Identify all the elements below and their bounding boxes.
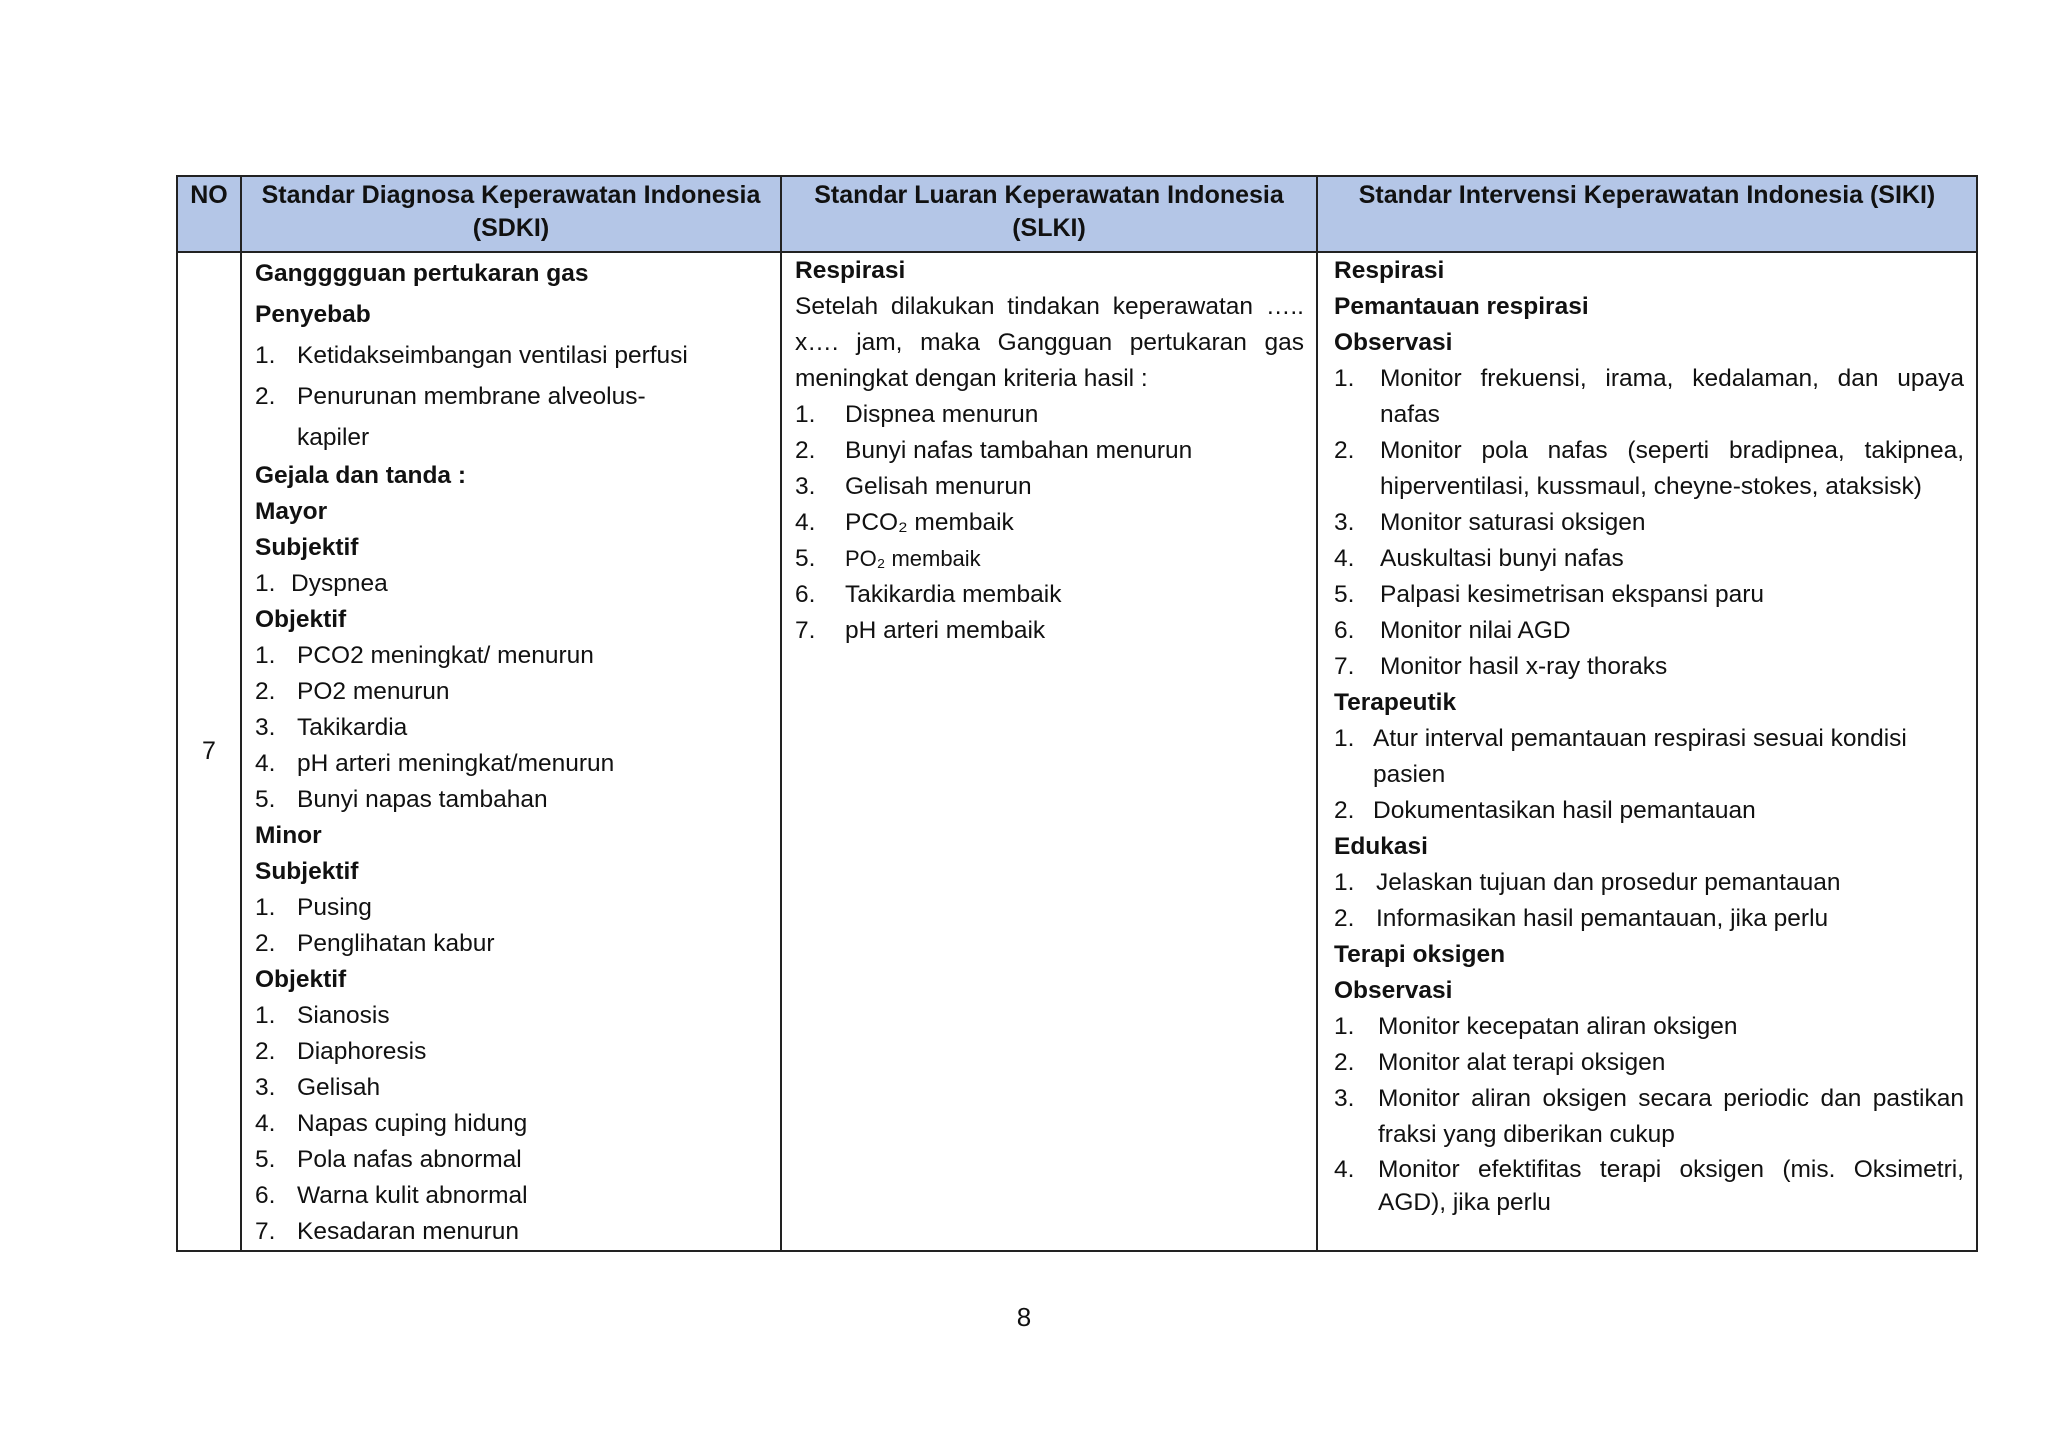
- list-item: 3. Monitor aliran oksigen secara periodic dan pastikan fraksi yang diberikan cukup: [1334, 1085, 1964, 1148]
- siki-pemantauan-label: Pemantauan respirasi: [1334, 293, 1589, 320]
- list-item: 5. Bunyi napas tambahan: [255, 786, 548, 813]
- siki-terapi-observasi-label: Observasi: [1334, 977, 1453, 1004]
- list-item: 4. PCO₂ membaik: [795, 509, 1014, 536]
- list-item: 2. PO2 menurun: [255, 678, 450, 705]
- header-siki: Standar Intervensi Keperawatan Indonesia (SIKI): [1317, 176, 1977, 252]
- list-item: 2. Diaphoresis: [255, 1038, 427, 1065]
- list-item: 3. Takikardia: [255, 714, 408, 741]
- row-number: 7: [177, 252, 241, 1251]
- nursing-standards-table: [176, 175, 1978, 1252]
- list-item: 5. Palpasi kesimetrisan ekspansi paru: [1334, 581, 1765, 608]
- list-item: 1. Monitor frekuensi, irama, kedalaman, dan upaya nafas: [1334, 365, 1964, 428]
- list-item: 3. Monitor saturasi oksigen: [1334, 509, 1646, 536]
- siki-title: Respirasi: [1334, 257, 1445, 284]
- list-item: 3. Gelisah menurun: [795, 473, 1032, 500]
- slki-cell: [781, 252, 1317, 1251]
- sdki-cell: [241, 252, 781, 1251]
- header-slki: Standar Luaran Keperawatan Indonesia (SLKI): [781, 176, 1317, 252]
- sdki-gejala-label: Gejala dan tanda :: [255, 462, 467, 489]
- siki-edukasi-label: Edukasi: [1334, 833, 1428, 860]
- header-no: NO: [177, 176, 241, 252]
- slki-intro: Setelah dilakukan tindakan keperawatan ….. x…. jam, maka Gangguan pertukaran gas meningkat dengan kriteria hasil :: [795, 293, 1304, 392]
- list-item: 4. Auskultasi bunyi nafas: [1334, 545, 1624, 572]
- list-item: 1. PCO2 meningkat/ menurun: [255, 642, 594, 669]
- list-item: 7. Monitor hasil x-ray thoraks: [1334, 653, 1668, 680]
- list-item: 1. Monitor kecepatan aliran oksigen: [1334, 1013, 1738, 1040]
- siki-cell: [1317, 252, 1977, 1251]
- list-item: 6. Warna kulit abnormal: [255, 1182, 528, 1209]
- list-item: 2. Monitor alat terapi oksigen: [1334, 1049, 1666, 1076]
- list-item: 1. Atur interval pemantauan respirasi sesuai kondisi pasien: [1334, 725, 1907, 788]
- list-item: 5. Pola nafas abnormal: [255, 1146, 522, 1173]
- list-item: 1. Ketidakseimbangan ventilasi perfusi: [255, 342, 688, 369]
- list-item: 1. Sianosis: [255, 1002, 390, 1029]
- sdki-minor-objektif-label: Objektif: [255, 966, 347, 993]
- list-item: 4. pH arteri meningkat/menurun: [255, 750, 615, 777]
- sdki-mayor-label: Mayor: [255, 498, 328, 525]
- sdki-minor-subjektif-label: Subjektif: [255, 858, 359, 885]
- siki-terapi-label: Terapi oksigen: [1334, 941, 1506, 968]
- list-item: 1. Dispnea menurun: [795, 401, 1039, 428]
- list-item: 2. Bunyi nafas tambahan menurun: [795, 437, 1193, 464]
- table-header-row: [177, 176, 1977, 252]
- sdki-penyebab-label: Penyebab: [255, 301, 371, 328]
- list-item: 2. Dokumentasikan hasil pemantauan: [1334, 797, 1756, 824]
- list-item: 5. PO₂ membaik: [795, 545, 981, 572]
- list-item: 7. Kesadaran menurun: [255, 1218, 520, 1245]
- list-item: 1. Dyspnea: [255, 570, 388, 597]
- list-item: 2. Informasikan hasil pemantauan, jika perlu: [1334, 905, 1829, 932]
- sdki-subjektif-label: Subjektif: [255, 534, 359, 561]
- list-item: 2. Penglihatan kabur: [255, 930, 495, 957]
- page-number: 8: [1016, 1302, 1032, 1332]
- header-sdki: Standar Diagnosa Keperawatan Indonesia (SDKI): [241, 176, 781, 252]
- list-item: 7. pH arteri membaik: [795, 617, 1046, 644]
- list-item: 2. Monitor pola nafas (seperti bradipnea, takipnea, hiperventilasi, kussmaul, cheyne-stokes, ataksisk): [1334, 437, 1964, 500]
- list-item: 6. Takikardia membaik: [795, 581, 1062, 608]
- list-item: 4. Monitor efektifitas terapi oksigen (mis. Oksimetri, AGD), jika perlu: [1334, 1156, 1964, 1216]
- slki-title: Respirasi: [795, 257, 906, 284]
- table-row: [177, 252, 1977, 1251]
- sdki-objektif-label: Objektif: [255, 606, 347, 633]
- list-item: 2. Penurunan membrane alveolus-: [255, 383, 646, 410]
- siki-terapeutik-label: Terapeutik: [1334, 689, 1457, 716]
- list-item: 1. Jelaskan tujuan dan prosedur pemantauan: [1334, 869, 1841, 896]
- sdki-minor-label: Minor: [255, 822, 322, 849]
- list-item: 1. Pusing: [255, 894, 372, 921]
- list-item: 6. Monitor nilai AGD: [1334, 617, 1571, 644]
- list-item: 4. Napas cuping hidung: [255, 1110, 528, 1137]
- sdki-title: Gangggguan pertukaran gas: [255, 260, 589, 287]
- list-item: 3. Gelisah: [255, 1074, 381, 1101]
- list-item: kapiler: [297, 424, 370, 451]
- siki-observasi-label: Observasi: [1334, 329, 1453, 356]
